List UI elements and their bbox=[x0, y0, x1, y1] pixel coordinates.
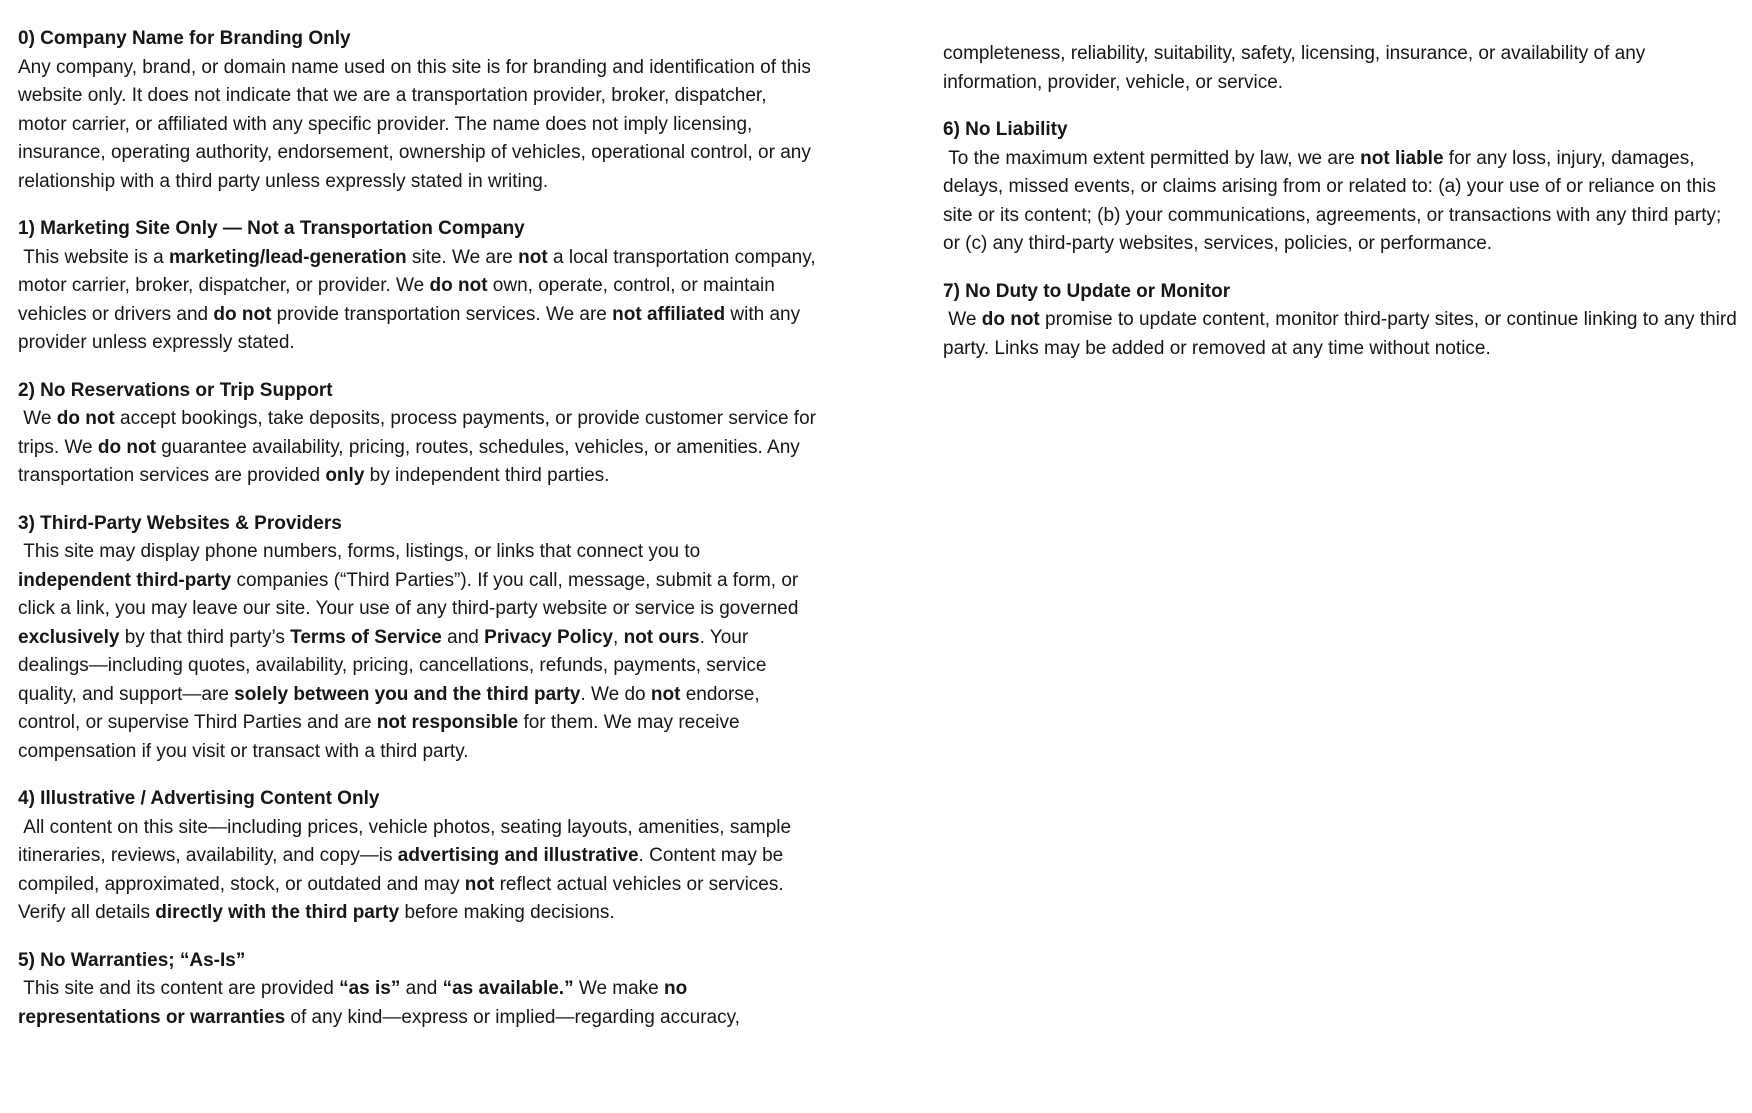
text-run: advertising and illustrative bbox=[397, 845, 639, 866]
text-run: All content on this site—including prices, vehicle photos, seating layouts, amenities, sample itineraries, reviews, availability, and copy—is bbox=[18, 816, 797, 866]
text-run: only bbox=[325, 465, 365, 486]
text-run: To the maximum extent permitted by law, we are bbox=[943, 147, 1361, 169]
text-run: This site may display phone numbers, forms, listings, or links that connect you to bbox=[18, 541, 706, 562]
right-column bbox=[943, 25, 1743, 1113]
text-run: site. We are bbox=[406, 246, 519, 268]
text-run: guarantee availability, pricing, routes, schedules, vehicles, or amenities. Any transportation services are provided bbox=[18, 436, 806, 486]
text-run: for them. We may receive compensation if you visit or transact with a third party. bbox=[18, 712, 745, 762]
text-run: independent third-party bbox=[18, 569, 232, 591]
text-run: “as available.” bbox=[442, 978, 574, 999]
section-paragraph bbox=[18, 215, 821, 358]
text-run: , bbox=[613, 626, 624, 648]
text-run: with any provider unless expressly stated. bbox=[18, 303, 806, 353]
section-paragraph bbox=[18, 510, 818, 767]
text-run: . Your dealings—including quotes, availability, pricing, cancellations, refunds, payments, service quality, and support—are bbox=[18, 626, 772, 705]
text-run: not ours bbox=[623, 626, 700, 648]
section-paragraph bbox=[943, 278, 1743, 364]
text-run: marketing/lead-generation bbox=[169, 246, 407, 268]
text-run: not liable bbox=[1360, 147, 1444, 169]
text-run: companies (“Third Parties”). If you call, message, submit a form, or click a link, you may leave our site. Your use of any third-party website or service is governed bbox=[18, 569, 804, 619]
text-run: and bbox=[400, 978, 443, 999]
text-run: accept bookings, take deposits, process payments, or provide customer service for trips. We bbox=[18, 408, 822, 458]
section-paragraph bbox=[18, 377, 822, 491]
text-run: Privacy Policy bbox=[484, 626, 614, 648]
text-run: do not bbox=[56, 408, 115, 429]
text-run: not affiliated bbox=[612, 303, 726, 325]
text-run: own, operate, control, or maintain vehicles or drivers and bbox=[18, 275, 781, 325]
section-heading: 0) Company Name for Branding Only bbox=[18, 28, 351, 49]
section-heading: 3) Third-Party Websites & Providers bbox=[18, 512, 342, 534]
section-paragraph bbox=[18, 25, 818, 196]
section-heading: 2) No Reservations or Trip Support bbox=[18, 379, 333, 401]
text-run: exclusively bbox=[18, 626, 120, 648]
text-run: We bbox=[943, 309, 982, 330]
text-run: Terms of Service bbox=[290, 626, 442, 648]
text-run: . We do bbox=[580, 683, 651, 705]
text-run: not bbox=[650, 683, 681, 705]
section-heading: 7) No Duty to Update or Monitor bbox=[943, 280, 1231, 302]
section-paragraph bbox=[18, 947, 818, 1033]
text-run: promise to update content, monitor third-party sites, or continue linking to any third party. Links may be added or removed at any time without notice. bbox=[943, 309, 1743, 359]
section-heading: 5) No Warranties; “As-Is” bbox=[18, 949, 246, 971]
text-run: solely between you and the third party bbox=[234, 683, 581, 705]
text-run: do not bbox=[213, 303, 272, 325]
text-run: before making decisions. bbox=[399, 902, 615, 923]
text-run: reflect actual vehicles or services. Verify all details bbox=[18, 873, 789, 923]
text-run: and bbox=[441, 626, 485, 648]
text-run: provide transportation services. We are bbox=[271, 303, 613, 325]
text-run: do not bbox=[429, 275, 488, 296]
section-paragraph bbox=[18, 785, 818, 928]
text-run: “as is” bbox=[339, 978, 401, 999]
text-run: of any kind—express or implied—regarding accuracy, bbox=[285, 1006, 740, 1028]
text-run: not bbox=[464, 873, 495, 895]
text-run: endorse, control, or supervise Third Parties and are bbox=[18, 683, 765, 733]
text-run: by that third party’s bbox=[119, 626, 291, 648]
section-heading: 1) Marketing Site Only — Not a Transportation Company bbox=[18, 218, 525, 239]
section-heading: 4) Illustrative / Advertising Content Only bbox=[18, 788, 380, 809]
text-run: do not bbox=[981, 309, 1040, 330]
text-run: Any company, brand, or domain name used on this site is for branding and identification of this website only. It does not indicate that we are a transportation provider, broker, dispatcher, motor carrier, or affiliated with any specific provider. The name does not imply licensing, insurance, operating authority, endorsement, ownership of vehicles, operational control, or any relationship with a third party unless expressly stated in writing. bbox=[18, 56, 817, 192]
text-run: We make bbox=[573, 978, 665, 999]
text-run: completeness, reliability, suitability, safety, licensing, insurance, or availability of any information, provider, vehicle, or service. bbox=[943, 43, 1651, 93]
text-run: a local transportation company, motor carrier, broker, dispatcher, or provider. We bbox=[18, 246, 821, 296]
text-run: not bbox=[518, 246, 548, 268]
text-run: for any loss, injury, damages, delays, missed events, or claims arising from or related to: (a) your use of or reliance on this site or its content; (b) your communications, agreements, or transactions with any third party; or (c) any third-party websites, services, policies, or performance. bbox=[943, 147, 1727, 254]
text-run: not responsible bbox=[376, 712, 519, 733]
text-run: do not bbox=[97, 436, 156, 458]
text-run: We bbox=[18, 408, 57, 429]
section-paragraph bbox=[943, 40, 1743, 97]
text-run: . Content may be compiled, approximated, stock, or outdated and may bbox=[18, 845, 789, 895]
text-run: This site and its content are provided bbox=[18, 978, 340, 999]
left-column bbox=[18, 25, 822, 1113]
text-run: by independent third parties. bbox=[364, 465, 610, 486]
section-heading: 6) No Liability bbox=[943, 119, 1068, 140]
section-paragraph bbox=[943, 116, 1743, 259]
text-run: directly with the third party bbox=[155, 902, 400, 923]
text-run: This website is a bbox=[18, 246, 170, 268]
text-run: no representations or warranties bbox=[18, 978, 693, 1028]
